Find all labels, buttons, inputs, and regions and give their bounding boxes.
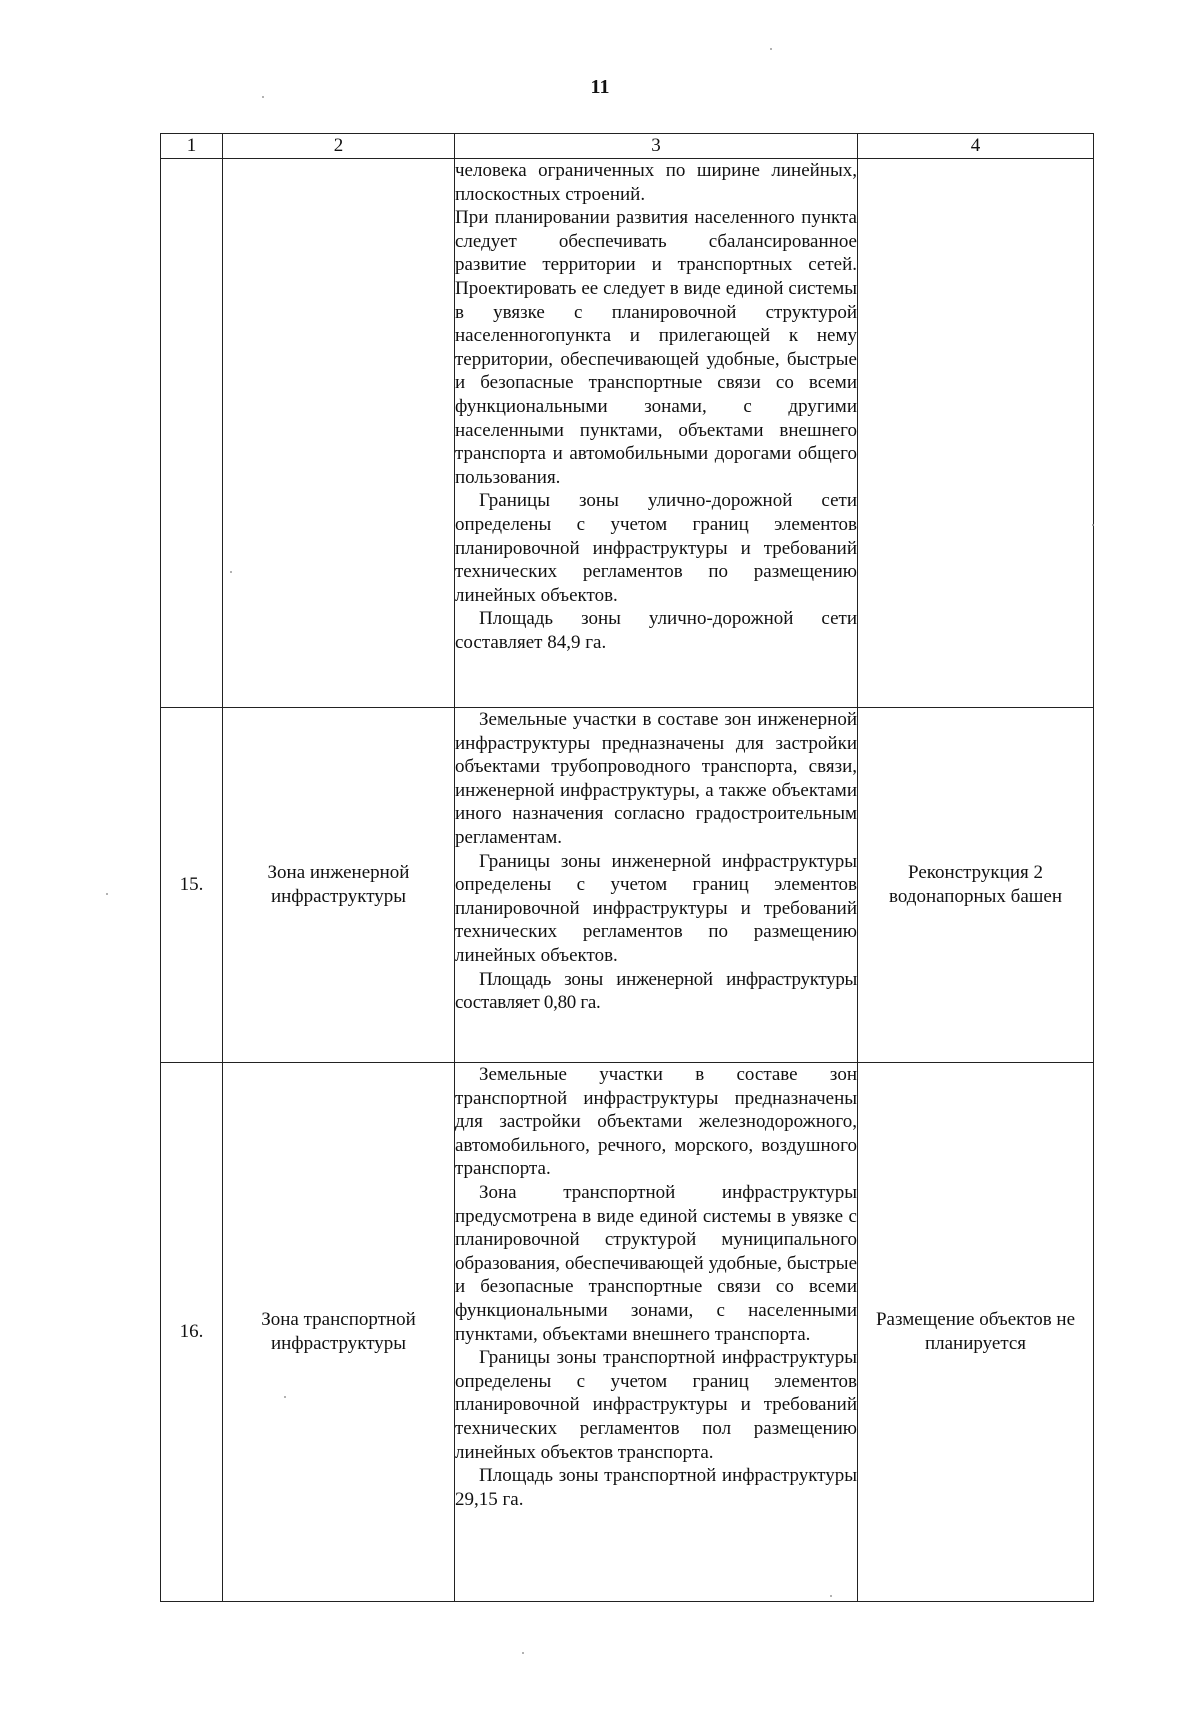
table-header-row — [161, 134, 1094, 159]
description-paragraph: человека ограниченных по ширине линейных, плоскостных строений. — [455, 160, 857, 205]
page-number: 11 — [590, 76, 610, 98]
description-paragraph: Площадь зоны инженерной инфраструктуры составляет 0,80 га. — [455, 968, 857, 1014]
zone-description — [455, 159, 858, 708]
scan-speck — [284, 1396, 286, 1398]
row-number — [161, 159, 223, 708]
column-header: 1 — [161, 134, 223, 159]
row-number: 15. — [161, 708, 223, 1063]
scan-speck — [770, 48, 772, 50]
table-row — [161, 159, 1094, 708]
planned-activity: Размещение объектов не планируется — [858, 1063, 1094, 1602]
zone-description — [455, 1063, 858, 1602]
description-paragraph: Площадь зоны улично-дорожной сети составляет 84,9 га. — [455, 608, 857, 653]
scan-speck — [106, 893, 108, 895]
zone-description — [455, 708, 858, 1063]
scan-speck — [262, 96, 264, 98]
description-paragraph: Площадь зоны транспортной инфраструктуры 29,15 га. — [455, 1465, 857, 1510]
description-paragraph: При планировании развития населенного пункта следует обеспечивать сбалансированное развитие территории и транспортных сетей. Проектировать ее следует в виде единой системы в увязке с планировочной структурой населенногопункта и прилегающей к нему территории, обеспечивающей удобные, быстрые и безопасные транспортные связи со всеми функциональными зонами, с другими населенными пунктами, объектами внешнего транспорта и автомобильными дорогами общего пользования. — [455, 207, 857, 488]
zone-name: Зона транспортной инфраструктуры — [223, 1063, 455, 1602]
scan-speck — [230, 571, 232, 573]
description-paragraph: Земельные участки в составе зон транспортной инфраструктуры предназначены для застройки объектами железнодорожного, автомобильного, речного, морского, воздушного транспорта. — [455, 1064, 857, 1180]
table-row — [161, 1063, 1094, 1602]
table-row — [161, 708, 1094, 1063]
column-header: 2 — [223, 134, 455, 159]
scan-speck — [522, 1652, 524, 1654]
description-paragraph: Границы зоны транспортной инфраструктуры определены с учетом границ элементов планировочной инфраструктуры и требований технических регламентов пол размещению линейных объектов транспорта. — [455, 1347, 857, 1463]
planned-activity: Реконструкция 2 водонапорных башен — [858, 708, 1094, 1063]
zones-table — [160, 133, 1094, 1602]
zone-name: Зона инженерной инфраструктуры — [223, 708, 455, 1063]
scan-speck — [830, 1595, 832, 1597]
description-paragraph: Границы зоны инженерной инфраструктуры определены с учетом границ элементов планировочной инфраструктуры и требований технических регламентов по размещению линейных объектов. — [455, 850, 857, 966]
description-paragraph: Границы зоны улично-дорожной сети определены с учетом границ элементов планировочной инфраструктуры и требований технических регламентов по размещению линейных объектов. — [455, 490, 857, 606]
zone-name — [223, 159, 455, 708]
description-paragraph: Зона транспортной инфраструктуры предусмотрена в виде единой системы в увязке с планировочной структурой муниципального образования, обеспечивающей удобные, быстрые и безопасные транспортные связи со всеми функциональными зонами, с населенными пунктами, объектами внешнего транспорта. — [455, 1181, 857, 1345]
column-header: 3 — [455, 134, 858, 159]
planned-activity — [858, 159, 1094, 708]
scan-speck — [1092, 524, 1094, 526]
column-header: 4 — [858, 134, 1094, 159]
row-number: 16. — [161, 1063, 223, 1602]
description-paragraph: Земельные участки в составе зон инженерной инфраструктуры предназначены для застройки объектами трубопроводного транспорта, связи, инженерной инфраструктуры, а также объектами иного назначения согласно градостроительным регламентам. — [455, 709, 857, 848]
